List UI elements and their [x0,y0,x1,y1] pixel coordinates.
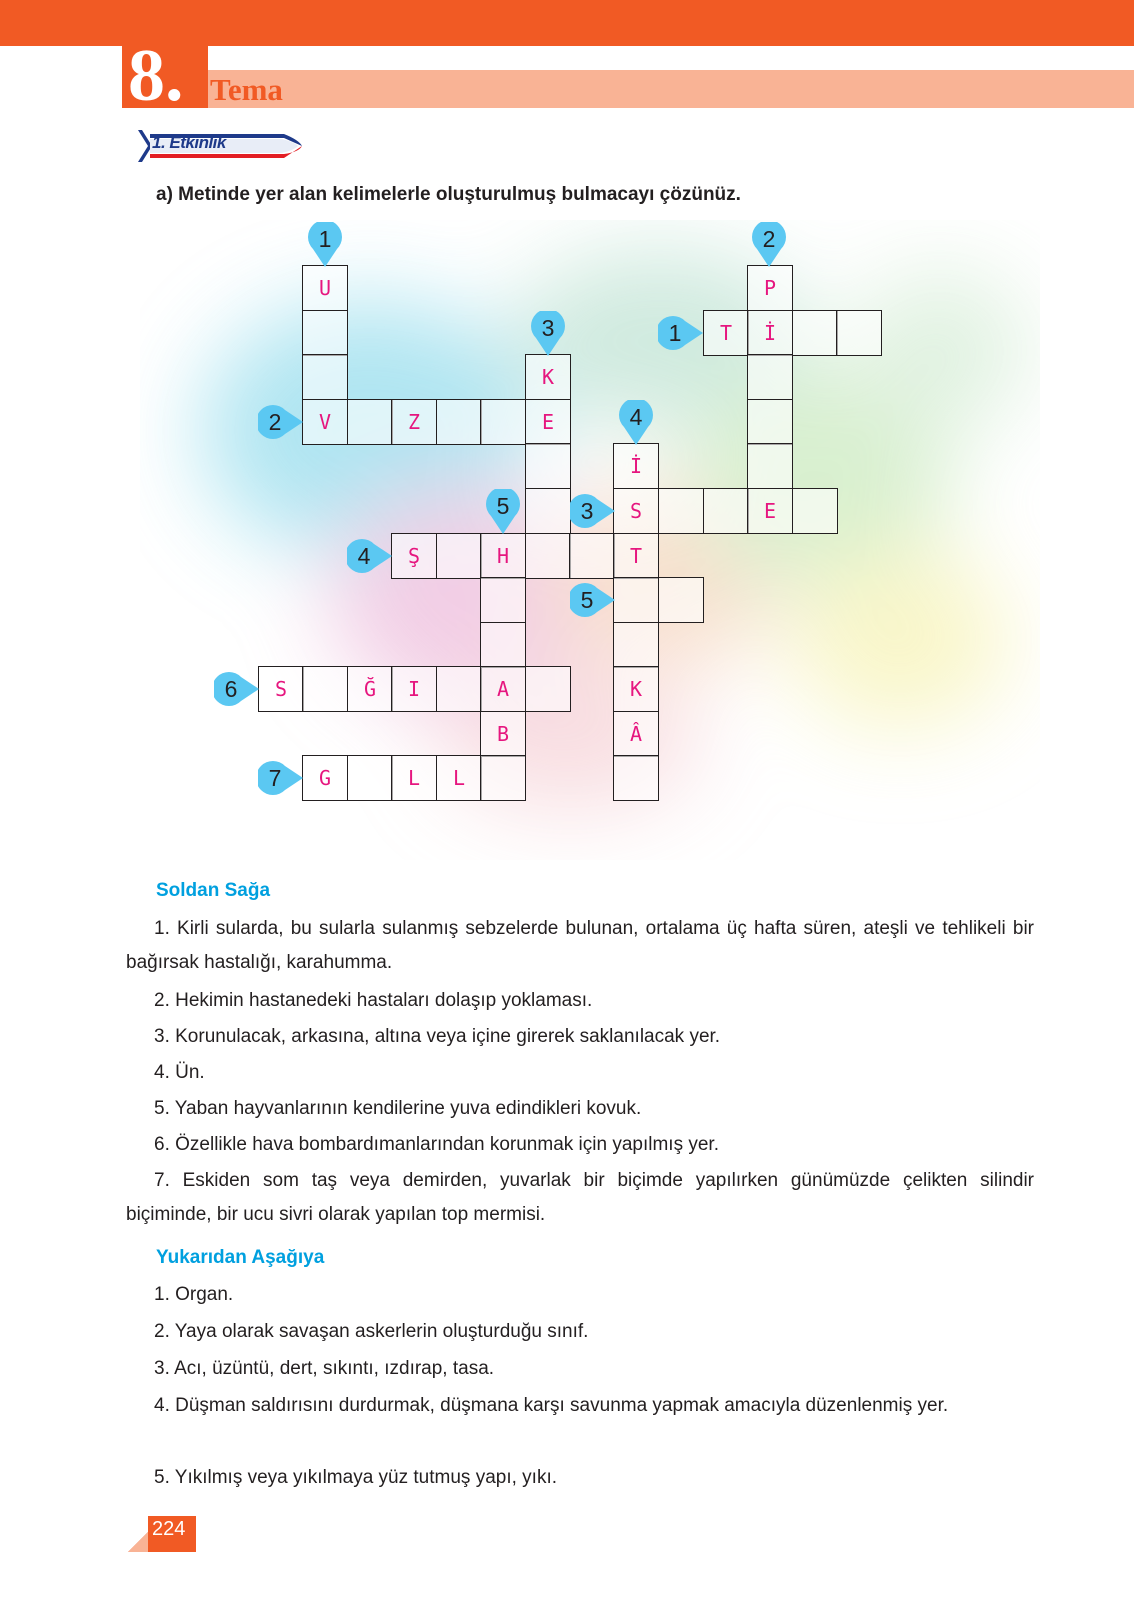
marker-across-5: 5 [570,583,616,617]
page-number: 224 [152,1518,186,1540]
marker-across-1: 1 [658,316,704,350]
marker-across-6: 6 [214,672,260,706]
across-clue-4: 4. Ün. [154,1062,205,1083]
cell[interactable] [613,755,659,801]
marker-across-4: 4 [347,539,393,573]
down-heading: Yukarıdan Aşağıya [156,1247,325,1268]
cell[interactable]: L [436,755,482,801]
instruction-text: a) Metinde yer alan kelimelerle oluşturulmuş bulmacayı çözünüz. [156,184,741,205]
cell[interactable]: V [302,399,348,445]
cell[interactable] [613,577,659,623]
theme-title: Tema [210,72,283,107]
cell[interactable] [302,666,348,712]
cell[interactable] [658,577,704,623]
marker-across-3: 3 [570,494,616,528]
cell[interactable]: K [613,666,659,712]
across-clue-6: 6. Özellikle hava bombardımanlarından korunmak için yapılmış yer. [154,1134,719,1155]
cell[interactable]: S [613,488,659,534]
cell[interactable] [480,577,526,623]
cell[interactable] [480,622,526,668]
cell[interactable]: A [480,666,526,712]
across-heading: Soldan Sağa [156,880,271,901]
cell[interactable] [792,310,838,356]
cell[interactable] [525,443,571,489]
cell[interactable] [436,399,482,445]
cell[interactable] [302,310,348,356]
cell[interactable] [525,488,571,534]
cell[interactable] [302,354,348,400]
cell[interactable]: I [391,666,437,712]
cell[interactable] [703,488,749,534]
marker-down-4: 4 [619,400,653,446]
activity-label: 1. Etkinlik [152,133,226,152]
cell[interactable]: S [258,666,304,712]
cell[interactable]: U [302,265,348,311]
cell[interactable] [836,310,882,356]
cell[interactable] [436,666,482,712]
cell[interactable] [747,399,793,445]
cell[interactable] [480,755,526,801]
cell[interactable] [569,533,615,579]
marker-across-2: 2 [258,405,304,439]
across-clue-3: 3. Korunulacak, arkasına, altına veya içine girerek saklanılacak yer. [154,1026,721,1047]
cell[interactable]: K [525,354,571,400]
cell[interactable] [436,533,482,579]
cell[interactable] [525,533,571,579]
down-clue-3: 3. Acı, üzüntü, dert, sıkıntı, ızdırap, tasa. [154,1358,495,1379]
cell[interactable] [658,488,704,534]
cell[interactable] [347,755,393,801]
cell[interactable]: E [747,488,793,534]
across-clue-2: 2. Hekimin hastanedeki hastaları dolaşıp yoklaması. [154,990,593,1011]
marker-down-3: 3 [531,311,565,357]
down-clue-1: 1. Organ. [154,1284,234,1305]
across-clue-5: 5. Yaban hayvanlarının kendilerine yuva edindikleri kovuk. [154,1098,642,1119]
cell[interactable] [747,354,793,400]
across-clue-7: 7. Eskiden som taş veya demirden, yuvarlak bir biçimde yapılırken günümüzde çelikten silindir biçiminde, bir ucu sivri olarak yapılan top mermisi. [126,1170,1034,1225]
cell[interactable]: Â [613,711,659,757]
down-clue-2: 2. Yaya olarak savaşan askerlerin oluşturduğu sınıf. [154,1321,589,1342]
across-clue-1: 1. Kirli sularda, bu sularla sulanmış sebzelerde bulunan, ortalama üç hafta süren, ateşli ve tehlikeli bir bağırsak hastalığı, karahumma. [126,918,1034,973]
cell[interactable] [747,443,793,489]
cell[interactable] [347,399,393,445]
cell[interactable] [613,622,659,668]
cell[interactable] [480,399,526,445]
cell[interactable]: İ [747,310,793,356]
cell[interactable]: Z [391,399,437,445]
marker-down-2: 2 [752,222,786,268]
marker-down-5: 5 [486,489,520,535]
cell[interactable]: İ [613,443,659,489]
cell[interactable]: T [613,533,659,579]
cell[interactable]: T [703,310,749,356]
cell[interactable]: Ğ [347,666,393,712]
cell[interactable]: P [747,265,793,311]
marker-across-7: 7 [258,761,304,795]
theme-number: 8. [128,35,184,117]
cell[interactable]: Ş [391,533,437,579]
cell[interactable] [525,666,571,712]
cell[interactable]: L [391,755,437,801]
cell[interactable] [792,488,838,534]
cell[interactable]: E [525,399,571,445]
cell[interactable]: G [302,755,348,801]
marker-down-1: 1 [308,222,342,268]
cell[interactable]: B [480,711,526,757]
cell[interactable]: H [480,533,526,579]
down-clue-5: 5. Yıkılmış veya yıkılmaya yüz tutmuş yapı, yıkı. [154,1467,557,1488]
down-clue-4: 4. Düşman saldırısını durdurmak, düşmana karşı savunma yapmak amacıyla düzenlenmiş yer. [154,1395,949,1416]
